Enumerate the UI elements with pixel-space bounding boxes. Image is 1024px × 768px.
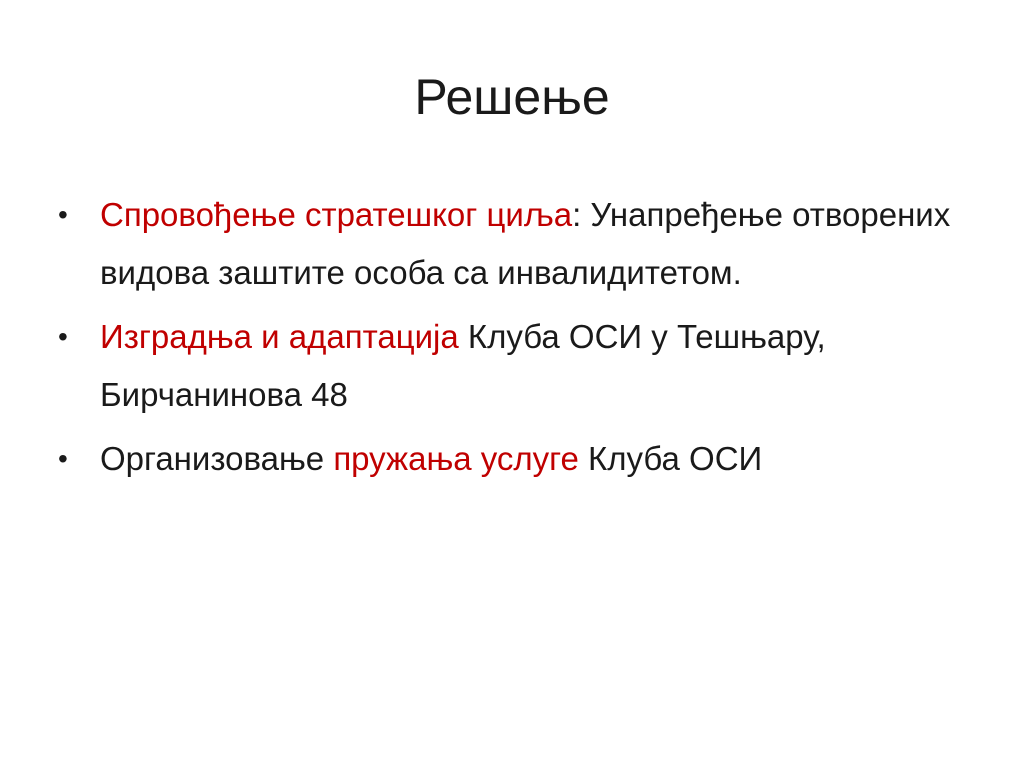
- bullet-item-strategic-goal: [58, 186, 968, 302]
- bullet-prefix: Организовање: [100, 440, 334, 477]
- bullet-text: Клуба ОСИ: [578, 440, 763, 477]
- bullet-highlight: Спровођење стратешког циља: [100, 196, 573, 233]
- bullet-item-organization: [58, 430, 968, 488]
- bullet-highlight: пружања услуге: [333, 440, 579, 477]
- bullet-icon: •: [58, 443, 68, 474]
- bullet-text: Клуба ОСИ у Тешњару, Бирчанинова 48: [100, 318, 826, 413]
- bullet-item-construction: [58, 308, 968, 424]
- bullet-list: [58, 186, 968, 494]
- slide-title: Решење: [414, 69, 610, 125]
- bullet-text: : Унапређење отворених видова заштите особа са инвалидитетом.: [100, 196, 951, 291]
- bullet-highlight: Изградња и адаптација: [100, 318, 459, 355]
- bullet-icon: •: [58, 199, 68, 230]
- bullet-icon: •: [58, 321, 68, 352]
